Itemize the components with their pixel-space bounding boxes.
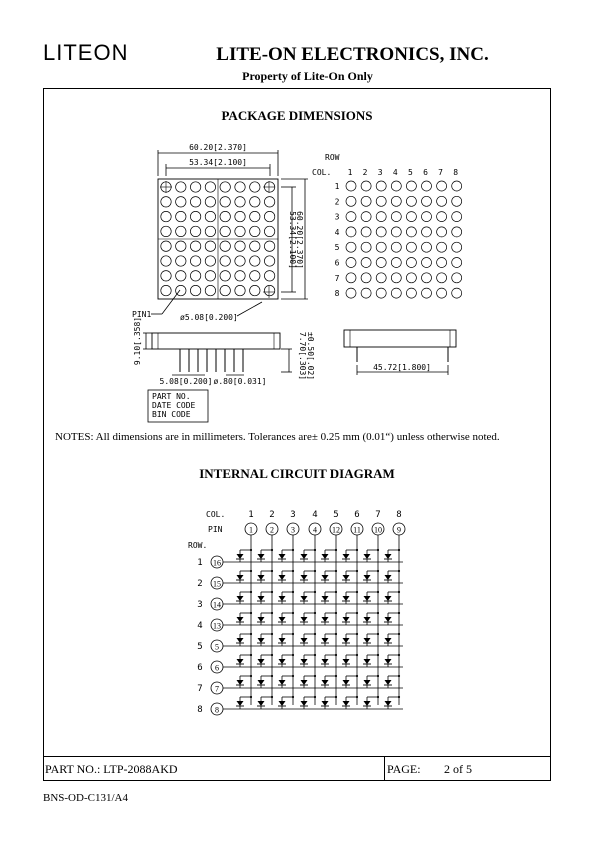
junction-dot xyxy=(250,549,252,551)
standoff-label: 7.70[.303] xyxy=(298,331,307,381)
junction-dot xyxy=(314,675,316,677)
circuit-title: INTERNAL CIRCUIT DIAGRAM xyxy=(199,466,395,481)
junction-dot xyxy=(314,591,316,593)
led-diode xyxy=(279,575,286,580)
row-pin-number: 6 xyxy=(215,663,219,673)
junction-dot xyxy=(377,654,379,656)
row-header: ROW xyxy=(325,153,340,162)
led-diode xyxy=(237,596,244,601)
led-diode xyxy=(258,638,265,643)
led-diode xyxy=(301,638,308,643)
page-number: 2 of 5 xyxy=(444,762,472,776)
led-diode xyxy=(364,680,371,685)
junction-dot xyxy=(292,633,294,635)
company-name: LITE-ON ELECTRONICS, INC. xyxy=(216,44,489,65)
junction-dot xyxy=(292,612,294,614)
led-diode xyxy=(237,701,244,706)
led-diode xyxy=(258,659,265,664)
led-diode xyxy=(237,680,244,685)
junction-dot xyxy=(271,696,273,698)
led-diode xyxy=(301,617,308,622)
row-pin-number: 5 xyxy=(215,642,219,652)
junction-dot xyxy=(356,591,358,593)
junction-dot xyxy=(250,633,252,635)
led-diode xyxy=(237,638,244,643)
led-diode xyxy=(385,701,392,706)
row-number: 3 xyxy=(334,212,340,222)
led-diode xyxy=(364,701,371,706)
led-diode xyxy=(322,701,329,706)
led-diode xyxy=(364,659,371,664)
led-diode xyxy=(343,701,350,706)
part-number: PART NO.: LTP-2088AKD xyxy=(45,762,178,776)
junction-dot xyxy=(314,654,316,656)
junction-dot xyxy=(398,549,400,551)
led-diode xyxy=(385,638,392,643)
junction-dot xyxy=(314,570,316,572)
label-box-line: PART NO. xyxy=(152,392,191,401)
led-diode xyxy=(364,575,371,580)
pin1-label: PIN1 xyxy=(132,310,152,319)
junction-dot xyxy=(314,633,316,635)
circuit-col-header: COL. xyxy=(206,510,226,519)
junction-dot xyxy=(356,612,358,614)
led-diode xyxy=(385,680,392,685)
led-diode xyxy=(279,680,286,685)
led-diode xyxy=(237,575,244,580)
junction-dot xyxy=(250,612,252,614)
circuit-row-number: 5 xyxy=(197,642,203,652)
notes-text: NOTES: All dimensions are in millimeters. Tolerances are± 0.25 mm (0.01“) unless otherwise noted. xyxy=(55,431,500,443)
row-number: 1 xyxy=(334,182,340,191)
led-diode xyxy=(385,554,392,559)
led-diode xyxy=(258,701,265,706)
junction-dot xyxy=(398,696,400,698)
col-header: COL. xyxy=(312,168,332,177)
junction-dot xyxy=(377,591,379,593)
pin-span-label: 45.72[1.800] xyxy=(373,363,431,372)
led-diode xyxy=(258,554,265,559)
led-diode xyxy=(279,701,286,706)
junction-dot xyxy=(335,612,337,614)
circuit-col-number: 4 xyxy=(312,510,318,520)
led-diode xyxy=(279,659,286,664)
led-diode xyxy=(322,638,329,643)
circuit-col-number: 6 xyxy=(354,510,360,520)
junction-dot xyxy=(356,696,358,698)
liteon-logo: LITEON xyxy=(43,40,129,65)
col-pin-number: 1 xyxy=(249,525,253,535)
row-number: 8 xyxy=(334,289,340,299)
row-pin-number: 13 xyxy=(213,621,221,631)
led-diode xyxy=(385,575,392,580)
package-title: PACKAGE DIMENSIONS xyxy=(221,108,373,123)
junction-dot xyxy=(398,633,400,635)
dim-height-outer-label: 60.20[2.370] xyxy=(295,211,304,269)
circuit-pin-header: PIN xyxy=(208,525,223,534)
junction-dot xyxy=(250,696,252,698)
led-diode xyxy=(301,680,308,685)
col-pin-number: 4 xyxy=(313,525,317,535)
junction-dot xyxy=(377,570,379,572)
dim-width-outer-label: 60.20[2.370] xyxy=(189,143,247,152)
led-diode xyxy=(343,575,350,580)
row-number: 4 xyxy=(334,227,340,237)
led-diode xyxy=(301,575,308,580)
led-diode xyxy=(301,701,308,706)
led-diode xyxy=(258,680,265,685)
junction-dot xyxy=(314,549,316,551)
led-diode xyxy=(343,596,350,601)
junction-dot xyxy=(292,570,294,572)
row-number: 7 xyxy=(334,273,340,283)
col-number: 6 xyxy=(423,168,428,177)
col-number: 3 xyxy=(377,168,383,177)
circuit-col-number: 5 xyxy=(333,510,339,520)
junction-dot xyxy=(377,696,379,698)
standoff-tol-label: ±0.50[.02] xyxy=(306,331,315,381)
pin-pitch-label: 5.08[0.200] xyxy=(159,377,213,386)
led-diode xyxy=(258,596,265,601)
junction-dot xyxy=(398,675,400,677)
led-diode xyxy=(279,638,286,643)
col-number: 1 xyxy=(347,168,353,177)
row-pin-number: 8 xyxy=(215,705,219,715)
row-pin-number: 15 xyxy=(213,579,221,589)
dim-height-inner-label: 53.34[2.100] xyxy=(288,211,297,269)
circuit-row-number: 7 xyxy=(197,684,203,694)
circuit-col-number: 8 xyxy=(396,510,402,520)
dot-diameter-label: ø5.08[0.200] xyxy=(180,313,238,322)
led-diode xyxy=(322,680,329,685)
row-number: 6 xyxy=(334,258,340,268)
row-pin-number: 16 xyxy=(213,558,221,568)
led-diode xyxy=(237,617,244,622)
junction-dot xyxy=(356,549,358,551)
junction-dot xyxy=(292,549,294,551)
junction-dot xyxy=(377,612,379,614)
junction-dot xyxy=(250,570,252,572)
led-diode xyxy=(258,575,265,580)
led-diode xyxy=(258,617,265,622)
col-number: 4 xyxy=(392,168,398,177)
junction-dot xyxy=(314,696,316,698)
led-diode xyxy=(364,617,371,622)
circuit-row-number: 4 xyxy=(197,621,203,631)
led-diode xyxy=(322,659,329,664)
led-diode xyxy=(343,554,350,559)
row-number: 5 xyxy=(334,243,340,253)
junction-dot xyxy=(271,675,273,677)
junction-dot xyxy=(335,591,337,593)
junction-dot xyxy=(271,654,273,656)
page-label: PAGE: xyxy=(387,762,421,776)
junction-dot xyxy=(398,654,400,656)
row-number: 2 xyxy=(334,197,340,207)
label-box-line: BIN CODE xyxy=(152,410,191,419)
led-diode xyxy=(322,596,329,601)
circuit-row-number: 3 xyxy=(197,600,203,610)
junction-dot xyxy=(250,654,252,656)
led-diode xyxy=(385,617,392,622)
junction-dot xyxy=(335,570,337,572)
led-diode xyxy=(385,596,392,601)
junction-dot xyxy=(398,591,400,593)
led-diode xyxy=(237,659,244,664)
junction-dot xyxy=(292,675,294,677)
col-pin-number: 10 xyxy=(374,525,382,535)
led-diode xyxy=(343,659,350,664)
led-diode xyxy=(322,554,329,559)
led-diode xyxy=(385,659,392,664)
col-number: 8 xyxy=(453,168,459,177)
junction-dot xyxy=(292,654,294,656)
circuit-row-number: 1 xyxy=(197,558,203,568)
col-pin-number: 9 xyxy=(397,525,401,535)
label-box-line: DATE CODE xyxy=(152,401,196,410)
led-diode xyxy=(301,554,308,559)
junction-dot xyxy=(377,549,379,551)
footer-divider xyxy=(43,756,551,757)
junction-dot xyxy=(356,654,358,656)
row-pin-number: 14 xyxy=(213,600,221,610)
junction-dot xyxy=(292,591,294,593)
col-number: 7 xyxy=(438,168,444,177)
circuit-col-number: 7 xyxy=(375,510,381,520)
junction-dot xyxy=(335,696,337,698)
led-diode xyxy=(301,596,308,601)
side-height-label: 9.10[.358] xyxy=(133,316,142,366)
row-pin-number: 7 xyxy=(215,684,219,694)
junction-dot xyxy=(356,633,358,635)
col-pin-number: 2 xyxy=(270,525,274,535)
led-diode xyxy=(364,638,371,643)
pin-diameter-label: ø.80[0.031] xyxy=(213,377,267,386)
junction-dot xyxy=(271,591,273,593)
junction-dot xyxy=(356,570,358,572)
led-diode xyxy=(364,596,371,601)
junction-dot xyxy=(292,696,294,698)
junction-dot xyxy=(250,591,252,593)
led-diode xyxy=(237,554,244,559)
led-diode xyxy=(322,575,329,580)
circuit-col-number: 2 xyxy=(269,510,275,520)
led-diode xyxy=(343,680,350,685)
col-number: 5 xyxy=(407,168,413,177)
junction-dot xyxy=(314,612,316,614)
property-notice: Property of Lite-On Only xyxy=(242,69,373,83)
led-diode xyxy=(279,596,286,601)
junction-dot xyxy=(398,612,400,614)
footer-separator xyxy=(384,756,385,781)
circuit-row-header: ROW. xyxy=(188,541,208,550)
col-pin-number: 11 xyxy=(353,525,361,535)
document-id: BNS-OD-C131/A4 xyxy=(43,792,128,804)
junction-dot xyxy=(377,675,379,677)
col-number: 2 xyxy=(362,168,368,177)
col-pin-number: 3 xyxy=(291,525,295,535)
junction-dot xyxy=(398,570,400,572)
junction-dot xyxy=(335,549,337,551)
junction-dot xyxy=(250,675,252,677)
dim-width-inner-label: 53.34[2.100] xyxy=(189,158,247,167)
led-diode xyxy=(301,659,308,664)
circuit-row-number: 8 xyxy=(197,705,203,715)
col-pin-number: 12 xyxy=(332,525,340,535)
led-diode xyxy=(322,617,329,622)
led-diode xyxy=(364,554,371,559)
led-diode xyxy=(343,617,350,622)
junction-dot xyxy=(271,549,273,551)
circuit-col-number: 3 xyxy=(290,510,296,520)
led-diode xyxy=(343,638,350,643)
junction-dot xyxy=(271,633,273,635)
junction-dot xyxy=(271,612,273,614)
junction-dot xyxy=(271,570,273,572)
circuit-row-number: 6 xyxy=(197,663,203,673)
led-diode xyxy=(279,617,286,622)
circuit-col-number: 1 xyxy=(248,510,254,520)
junction-dot xyxy=(335,654,337,656)
led-diode xyxy=(279,554,286,559)
junction-dot xyxy=(377,633,379,635)
junction-dot xyxy=(335,675,337,677)
circuit-row-number: 2 xyxy=(197,579,203,589)
junction-dot xyxy=(356,675,358,677)
junction-dot xyxy=(335,633,337,635)
